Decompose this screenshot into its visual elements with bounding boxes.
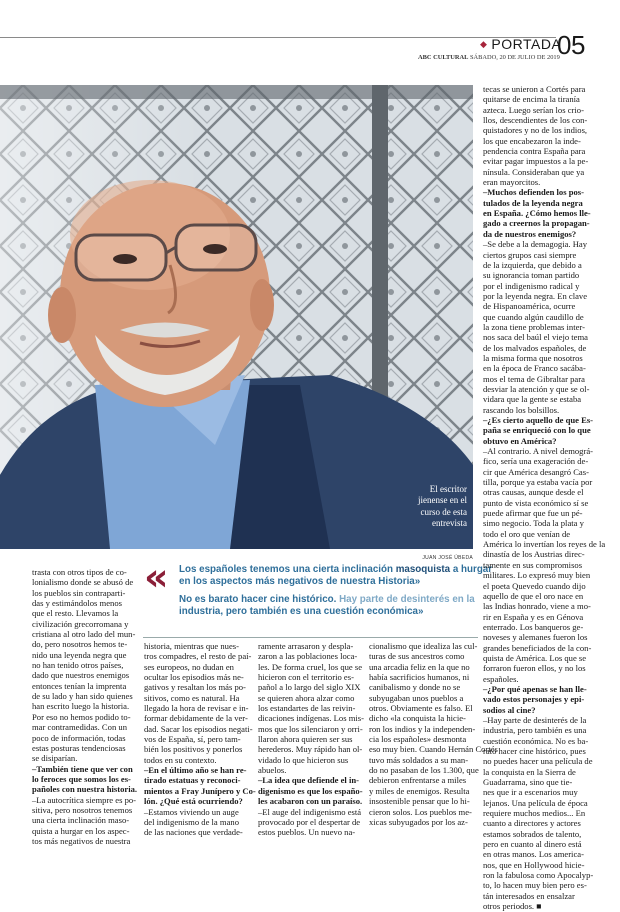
body-text-line: llegado la hora de revisar e in- [144,703,249,714]
question-line: –Muchos defienden los pos- [483,187,584,198]
body-text-line: nido una leyenda negra que [32,649,127,660]
body-text-line: de su lado y han sido quienes [32,691,133,702]
body-text-line: tilla, porque ya estaba vacía por [483,477,593,488]
body-text-line: se quieren ahora alzar como [258,692,355,703]
question-line: –También tiene que ver con [32,763,133,774]
body-text-line: tamente en sus compromisos [483,559,583,570]
body-text-line: dad. Sacar los episodios negati- [144,723,253,734]
body-text-line: españoles. [483,673,519,684]
body-text-line: enterrado. Los banqueros ge- [483,621,584,632]
body-text-line: la conquista en la Sierra de [483,766,576,777]
body-text-line: herederos. Muy rápido han ol- [258,744,363,755]
body-text-line: provocado por el despertar de [258,816,361,827]
body-text-line: formar debidamente de la ver- [144,713,248,724]
body-text-line: noveses y alemanes fueron los [483,632,588,643]
body-text-line: ramente arrasaron y despla- [258,641,354,651]
body-text-line: se disiparían. [32,753,78,764]
pullquote-rule [143,637,478,638]
pullquote-text: Los españoles tenemos una cierta inclinación [179,564,396,575]
body-text-line: quista a hurgar en los aspec- [32,825,130,836]
body-text-line: –Estamos viviendo un auge [144,806,239,817]
caption-line: jienense en el [418,495,467,506]
body-text-line: los pueblos sin contraparti- [32,587,126,598]
body-text-line: de los malvados españoles, de [483,342,587,353]
body-text-line: mar contramedidas. Con un [32,722,127,733]
body-text-line: quista de América. Los que se [483,652,587,663]
body-text-line: cieron solos. Los pueblos me- [369,806,472,817]
body-text-line: América lo invertían los reyes de la [483,539,606,550]
body-text-line: desviar la atención y que se ol- [483,383,590,394]
question-line: pañoles con nuestra historia. [32,784,138,795]
body-text-line: de Hispanoamérica, ocurre [483,301,576,312]
body-text-line: nos saca del baúl el viejo tema [483,332,588,343]
body-text-line: cia los españoles» desmonta [369,734,467,745]
body-text-line: quitarse de encima la tiranía [483,94,580,105]
body-text-line: todo el oro que venían de [483,528,571,539]
body-text-line: su ignorancia toman partido [483,270,580,281]
body-text-line: que el resto. Llevamos la [32,608,119,619]
body-text-line: estos pueblos. Un nuevo na- [258,827,356,838]
body-text-line: grandes beneficiados de la con- [483,642,592,653]
body-text-line: quistadores y no de los indios, [483,125,588,136]
text-column-5 [483,84,606,912]
body-text-line: la zona tiene problemas inter- [483,321,585,332]
body-text-line: –La autocrítica siempre es po- [32,794,137,805]
body-text-line: todos en su contexto. [144,754,217,765]
body-text-line: –El auge del indigenismo está [258,806,362,817]
body-text-line: han escrito luego la historia. [32,701,130,712]
body-text-line: mos el tema de Gibraltar para [483,373,585,384]
question-line: paña se enriqueció con lo que [483,425,591,436]
question-line: –¿Por qué apenas se han lle- [483,683,587,694]
pullquote-text: Hay parte de desinterés en la [336,594,475,605]
body-text-line: do, pero nosotros hemos te- [32,639,128,650]
caption-line: El escritor [429,484,467,494]
pullquote-text: a hurgar [450,564,493,575]
question-line: tirado estatuas y reconoci- [144,775,241,786]
body-text-line: azteca. Luego serían los crio- [483,104,584,115]
body-text-line: en la época de Franco sacába- [483,363,586,374]
pullquote-line [179,594,475,605]
body-text-line: turas de sus ancestros como [369,651,465,662]
body-text-line: llos, descendientes de los con- [483,115,588,126]
pullquote-line: en los aspectos más negativos de nuestra Historia» [179,576,421,587]
body-text-line: abuelos. [258,765,287,776]
body-text-line: do no pasaban de los 1.300, que [369,765,479,776]
body-text-line: rascando los bolsillos. [483,404,560,415]
quote-mark-icon: « [144,555,169,599]
body-text-line: evitar pagar impuestos a la pe- [483,156,589,167]
text-column-3 [258,641,364,838]
caption-line: curso de esta [420,506,467,517]
body-text-line: sitivos, como es natural. Ha [144,692,240,703]
question-line: tulados de la leyenda negra [483,197,583,208]
body-text-line: mos que los silenciaron y orri- [258,723,363,734]
body-text-line: las Indias honrado, viene a mo- [483,601,591,612]
caption-line: entrevista [432,517,467,528]
body-text-line: dado que nuestros enemigos [32,670,130,681]
body-text-line: en otras manos. Los america- [483,849,584,860]
dateline [418,54,560,61]
question-line: digenismo es que los españo- [258,785,363,796]
header-rule [0,37,556,38]
body-text-line: pero en cuanto al dinero está [483,839,582,850]
body-text-line: pendencia contra España para [483,146,586,157]
body-text-line: cristiana al otro lado del mun- [32,629,136,640]
issue-date: SÁBADO, 20 DE JULIO DE 2019 [469,54,560,61]
body-text-line: no puedes hacer una película de [483,756,593,767]
body-text-line: –Hay parte de desinterés de la [483,714,587,725]
body-text-line: llaron ahora quieren ser sus [258,734,353,745]
body-text-line: los estandartes de las reivin- [258,703,356,714]
question-line: mientos a Fray Junípero y Co- [144,785,256,796]
body-text-line: bién los positivos y ponerlos [144,744,243,755]
body-text-line: otros. Obviamente es falso. El [369,703,473,714]
body-text-line: trasta con otros tipos de co- [32,567,127,577]
body-text-line: pañol a lo largo del siglo XIX [258,682,361,693]
question-line: –La idea que defiende el in- [258,775,359,786]
body-text-line: por el indigenismo radical y [483,280,580,291]
body-text-line: la misma forma que nosotros [483,352,583,363]
body-text-line: dicho «la conquista la hicie- [369,713,466,724]
body-text-line: les. De forma cruel, los que se [258,661,363,672]
pullquote-line: industria, pero también es una cuestión económica» [179,606,424,617]
body-text-line: había sacrificios humanos, ni [369,672,470,683]
body-text-line: de las naciones que verdade- [144,827,243,838]
body-text-line: forraron fueron ellos, y no los [483,663,586,674]
body-text-line: dicaciones indígenas. Los mis- [258,713,364,724]
body-text-line: Guadarrama, sino que tie- [483,777,573,788]
body-text-line: aquello de que el oro nace en [483,590,584,601]
text-column-4 [369,641,498,827]
body-text-line: dinastía de los Austrias direc- [483,549,585,560]
body-text-line: gativos y resaltan los más po- [144,682,246,693]
body-text-line: subyugaban unos pueblos a [369,692,464,703]
body-text-line: una cierta inclinación maso- [32,815,130,826]
photo-caption [415,484,467,529]
body-text-line: industria, pero también es una [483,725,587,736]
question-line: gado a creernos la propagan- [483,218,590,229]
body-text-line: de la izquierda, que debido a [483,259,582,270]
body-text-line: ocultar los episodios más ne- [144,672,244,683]
body-text-line: estamos sobrados de talento, [483,828,582,839]
body-text-line: sitiva, pero nosotros tenemos [32,804,133,815]
question-line: da de nuestros enemigos? [483,228,577,239]
body-text-line: insostenible pensar que lo hi- [369,796,470,807]
pullquote-line [179,564,492,575]
body-text-line: los que encabezaron la inde- [483,135,581,146]
pullquote-highlight: masoquista [395,564,451,575]
text-column-1 [32,567,139,846]
body-text-line: to, lo hacen muy bien pero es- [483,880,587,891]
body-text-line: civilización grecorromana y [32,618,129,629]
question-line: –¿Es cierto aquello de que Es- [483,415,594,425]
body-text-line: ciertos grupos casi siempre [483,249,577,260]
photo-credit: JUAN JOSÉ ÚBEDA [422,555,473,561]
body-text-line: que cuando algún caudillo de [483,311,584,322]
question-line: obtuvo en América? [483,435,557,446]
body-text-line: lejanos. Una película de época [483,797,588,808]
body-text-line: estas posturas tendenciosas [32,742,126,753]
body-text-line: Por eso no hemos podido to- [32,711,131,722]
body-text-line: poco de información, todas [32,732,126,743]
body-text-line: cuestión económica. No es ba- [483,735,589,746]
body-text-line: militares. Lo expresó muy bien [483,570,591,581]
body-text-line: punto de vista económico sí se [483,497,589,508]
question-line: en España. ¿Cómo hemos lle- [483,208,591,219]
body-text-line: lonialismo donde se abusó de [32,577,134,588]
body-text-line: no han tenido otros países, [32,660,124,671]
body-text-line: puede afirmar que fue un pé- [483,508,583,519]
body-text-line: zaron a las poblaciones loca- [258,651,358,662]
body-text-line: vos de España, sí, pero tam- [144,734,241,745]
body-text-line: nos, que en Hollywood hicie- [483,859,585,870]
question-line: –En el último año se han re- [144,765,247,776]
question-line: sodios al cine? [483,704,536,715]
pullquote-text: No es barato hacer cine histórico. [179,594,337,605]
body-text-line: fico, sería una exageración de- [483,456,589,467]
question-line: les acabaron con un paraíso. [258,796,363,807]
portrait-photo [0,85,473,549]
body-text-line: –Al contrario. A nivel demográ- [483,446,594,457]
body-text-line: rir en España y es en Génova [483,611,584,622]
body-text-line: requiere muchos medios... En [483,808,586,819]
body-text-line: eso muy bien. Cuando Hernán Cortés [369,744,498,755]
portrait-illustration [0,85,473,549]
body-text-line: tán interesados en ensalzar [483,890,575,901]
body-text-line: tros compadres, el resto de paí- [144,651,252,662]
body-text-line: cir que América desangró Cas- [483,466,589,477]
body-text-line: debieron enfrentarse a miles [369,775,467,786]
body-text-line: y miles de enemigos. Resulta [369,785,470,796]
body-text-line: xicas subyugados por los az- [369,816,468,827]
body-text-line: cionalismo que idealiza las cul- [369,641,478,651]
body-text-line: canibalismo y donde no se [369,682,461,693]
body-text-line: hicieron con el territorio es- [258,672,354,683]
body-text-line: tos más negativos de nuestra [32,835,131,846]
body-text-line: tuvo más soldados a su man- [369,754,469,765]
text-column-2 [144,641,256,838]
body-text-line: vidara que la gente se estaba [483,394,582,405]
body-text-line: del indigenismo de la mano [144,816,239,827]
question-line: lón. ¿Qué está ocurriendo? [144,796,243,807]
body-text-line: nes que ir a escenarios muy [483,787,578,798]
body-text-line: ron los indios y la independen- [369,723,476,734]
body-text-line: ron la fabulosa como Apocalyp- [483,870,594,881]
body-text-line: ses europeos, no dudan en [144,661,234,672]
question-line: lo feroces que somos los es- [32,773,131,784]
publication-name: ABC CULTURAL [418,54,469,61]
body-text-line: otros periodos. ■ [483,901,542,912]
question-line: vado estos personajes y epi- [483,694,585,705]
body-text-line: rato hacer cine histórico, pues [483,746,586,756]
body-text-line: vidado lo que hicieron sus [258,754,349,765]
diamond-icon: ◆ [480,39,488,49]
body-text-line: por la leyenda negra. En clave [483,290,588,301]
body-text-line: eran mayorcitos. [483,177,541,188]
body-text-line: el poeta Quevedo cuando dijo [483,580,586,591]
body-text-line: –Se debe a la demagogia. Hay [483,239,588,250]
body-text-line: nínsula. Consideraban que ya [483,166,585,177]
body-text-line: simo negocio. Toda la plata y [483,518,584,529]
body-text-line: tecas se unieron a Cortés para [483,84,586,94]
section-label [480,36,561,52]
page-number: 05 [557,30,585,60]
body-text-line: das y estimándolos menos [32,598,122,609]
body-text-line: cuanto a directores y actores [483,818,581,829]
body-text-line: otras causas, aunque desde el [483,487,584,498]
body-text-line: una arcadia feliz en la que no [369,661,470,672]
section-title: PORTADA [491,36,562,52]
body-text-line: entonces tenían la imprenta [32,680,127,691]
body-text-line: historia, mientras que nues- [144,641,239,651]
